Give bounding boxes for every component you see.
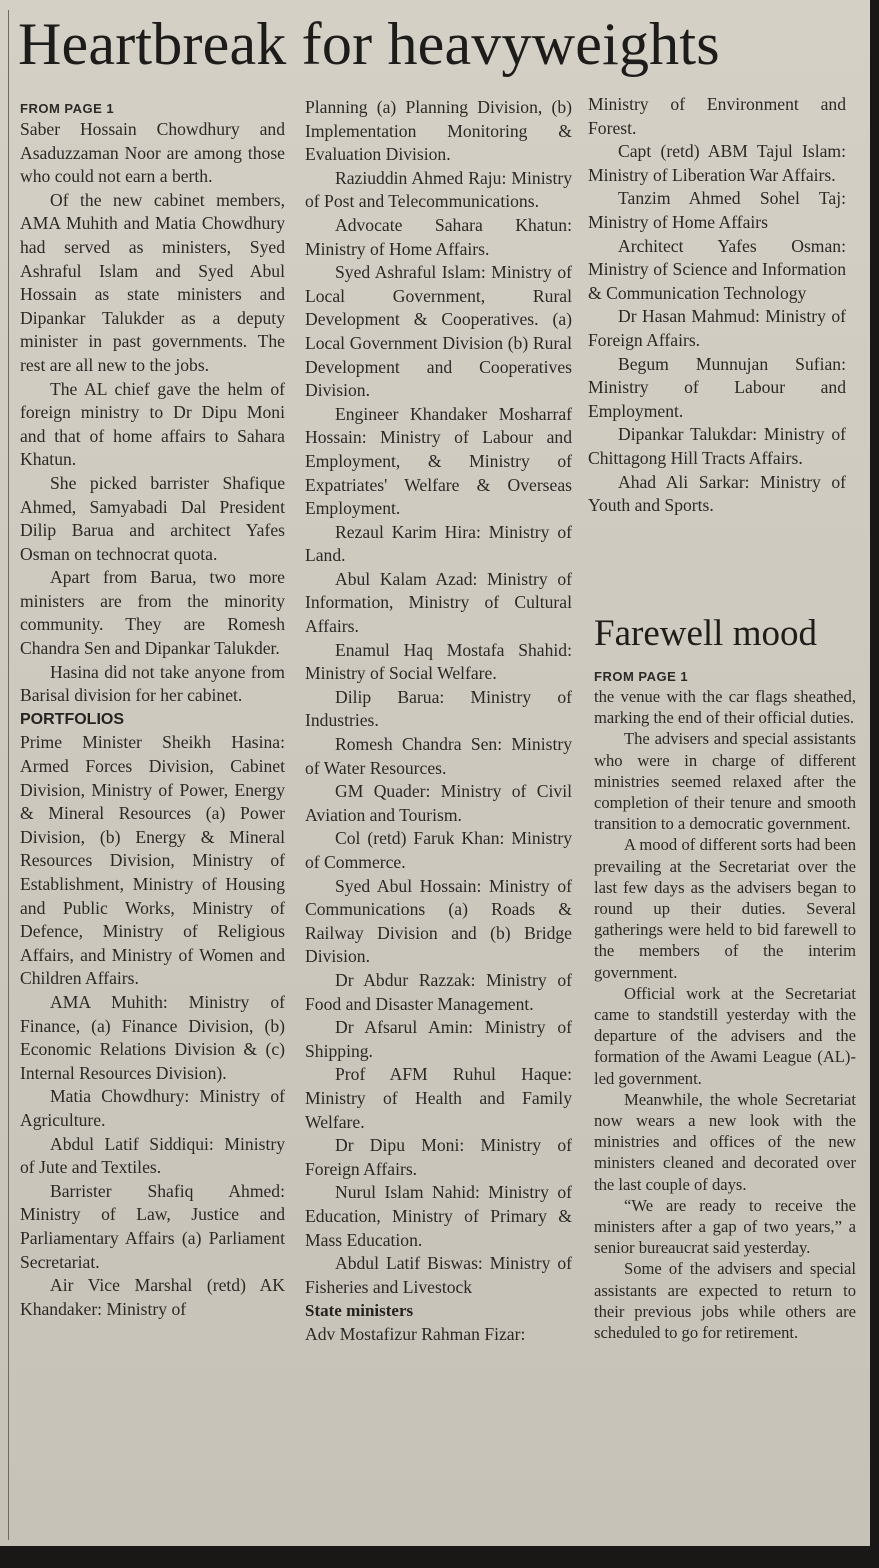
paragraph: Air Vice Marshal (retd) AK Khandaker: Ministry of — [20, 1275, 285, 1319]
paragraph: The AL chief gave the helm of foreign ministry to Dr Dipu Moni and that of home affairs to Sahara Khatun. — [20, 378, 285, 470]
paragraph: Architect Yafes Osman: Ministry of Science and Information & Communication Technology — [588, 235, 846, 303]
paragraph: Capt (retd) ABM Tajul Islam: Ministry of Liberation War Affairs. — [588, 141, 846, 185]
paragraph: Col (retd) Faruk Khan: Ministry of Commerce. — [305, 828, 572, 872]
paragraph: Of the new cabinet members, AMA Muhith and Matia Chowdhury had served as ministers, Syed Ashraful Islam and Syed Abul Hossain as state ministers and Dipankar Talukder as a deputy minister in past governments. The rest are all new to the jobs. — [20, 189, 285, 375]
portfolios-subhead: PORTFOLIOS — [20, 710, 124, 728]
paragraph: Advocate Sahara Khatun: Ministry of Home Affairs. — [305, 214, 572, 259]
paragraph: Ministry of Environment and Forest. — [588, 94, 846, 138]
paragraph: Abul Kalam Azad: Ministry of Information, Ministry of Cultural Affairs. — [305, 568, 572, 637]
headline: Heartbreak for heavyweights — [18, 11, 720, 77]
column-1 — [20, 100, 285, 1321]
paragraph: Matia Chowdhury: Ministry of Agriculture. — [20, 1086, 285, 1130]
farewell-article — [594, 668, 856, 1343]
paragraph: Some of the advisers and special assistants are expected to return to their previous jobs while others are scheduled to go for retirement. — [594, 1259, 856, 1343]
paragraph: Dilip Barua: Ministry of Industries. — [305, 686, 572, 731]
jump-kicker: FROM PAGE 1 — [20, 101, 115, 116]
paragraph: Adv Mostafizur Rahman Fizar: — [305, 1323, 526, 1344]
paragraph: Romesh Chandra Sen: Ministry of Water Resources. — [305, 734, 572, 778]
paragraph: Enamul Haq Mostafa Shahid: Ministry of Social Welfare. — [305, 639, 572, 684]
paragraph: Dr Dipu Moni: Ministry of Foreign Affairs. — [305, 1135, 572, 1179]
paragraph: Prof AFM Ruhul Haque: Ministry of Health and Family Welfare. — [305, 1064, 572, 1132]
paragraph: Abdul Latif Siddiqui: Ministry of Jute and Textiles. — [20, 1133, 285, 1178]
column-3 — [588, 93, 846, 518]
paragraph: AMA Muhith: Ministry of Finance, (a) Finance Division, (b) Economic Relations Division & (c) Internal Resources Division). — [20, 991, 285, 1083]
paragraph: She picked barrister Shafique Ahmed, Samyabadi Dal President Dilip Barua and architect Yafes Osman on technocrat quota. — [20, 472, 285, 564]
paragraph: Prime Minister Sheikh Hasina: Armed Forces Division, Cabinet Division, Ministry of Power, Energy & Mineral Resources (a) Power Division, (b) Energy & Mineral Resources Division, Ministry of Establishment, Ministry of Housing and Public Works, Ministry of Defence, Ministry of Religious Affairs, and Ministry of Women and Children Affairs. — [20, 732, 285, 989]
paragraph: Rezaul Karim Hira: Ministry of Land. — [305, 521, 572, 566]
paragraph: Dipankar Talukdar: Ministry of Chittagong Hill Tracts Affairs. — [588, 424, 846, 468]
paragraph: the venue with the car flags sheathed, marking the end of their official duties. — [594, 687, 856, 728]
paragraph: Begum Munnujan Sufian: Ministry of Labour and Employment. — [588, 353, 846, 421]
paragraph: Syed Ashraful Islam: Ministry of Local Government, Rural Development & Cooperatives. (a) Local Government Division (b) Rural Development and Cooperatives Division. — [305, 262, 572, 401]
paragraph: A mood of different sorts had been prevailing at the Secretariat over the last few days as the advisers began to round up their duties. Several gatherings were held to bid farewell to the members of the interim government. — [594, 835, 856, 982]
paragraph: Hasina did not take anyone from Barisal division for her cabinet. — [20, 661, 285, 706]
paragraph: Syed Abul Hossain: Ministry of Communications (a) Roads & Railway Division and (b) Bridge Division. — [305, 875, 572, 967]
paragraph: GM Quader: Ministry of Civil Aviation and Tourism. — [305, 781, 572, 825]
paragraph: Meanwhile, the whole Secretariat now wears a new look with the ministries and offices of the new ministers cleaned and decorated over the last couple of days. — [594, 1089, 856, 1194]
paragraph: Barrister Shafiq Ahmed: Ministry of Law, Justice and Parliamentary Affairs (a) Parliament Secretariat. — [20, 1180, 285, 1272]
paragraph: Apart from Barua, two more ministers are from the minority community. They are Romesh Chandra Sen and Dipankar Talukder. — [20, 567, 285, 659]
state-ministers-subhead: State ministers — [305, 1301, 414, 1321]
paragraph: Planning (a) Planning Division, (b) Implementation Monitoring & Evaluation Division. — [305, 97, 572, 165]
paragraph: Dr Hasan Mahmud: Ministry of Foreign Affairs. — [588, 306, 846, 350]
paragraph: The advisers and special assistants who were in charge of different ministries seemed relaxed after the completion of their tenure and smooth transition to a democratic government. — [594, 729, 856, 834]
paragraph: Tanzim Ahmed Sohel Taj: Ministry of Home Affairs — [588, 188, 846, 232]
farewell-headline: Farewell mood — [594, 613, 817, 654]
paragraph: Raziuddin Ahmed Raju: Ministry of Post and Telecommunications. — [305, 167, 572, 212]
column-2 — [305, 96, 572, 1346]
paragraph: Abdul Latif Biswas: Ministry of Fisheries and Livestock — [305, 1253, 572, 1297]
paragraph: Dr Afsarul Amin: Ministry of Shipping. — [305, 1017, 572, 1061]
paragraph: Official work at the Secretariat came to standstill yesterday with the departure of the advisers and the formation of the Awami League (AL)-led government. — [594, 983, 856, 1088]
paragraph: Dr Abdur Razzak: Ministry of Food and Disaster Management. — [305, 969, 572, 1014]
paragraph: Saber Hossain Chowdhury and Asaduzzaman Noor are among those who could not earn a berth. — [20, 119, 285, 187]
paragraph: Ahad Ali Sarkar: Ministry of Youth and Sports. — [588, 471, 846, 516]
paragraph: Nurul Islam Nahid: Ministry of Education, Ministry of Primary & Mass Education. — [305, 1182, 572, 1250]
jump-kicker: FROM PAGE 1 — [594, 669, 689, 684]
paragraph: Engineer Khandaker Mosharraf Hossain: Ministry of Labour and Employment, & Ministry of Expatriates' Welfare & Overseas Employment. — [305, 403, 572, 519]
paragraph: “We are ready to receive the ministers after a gap of two years,” a senior bureaucrat said yesterday. — [594, 1195, 856, 1258]
column-rule — [8, 10, 9, 1540]
